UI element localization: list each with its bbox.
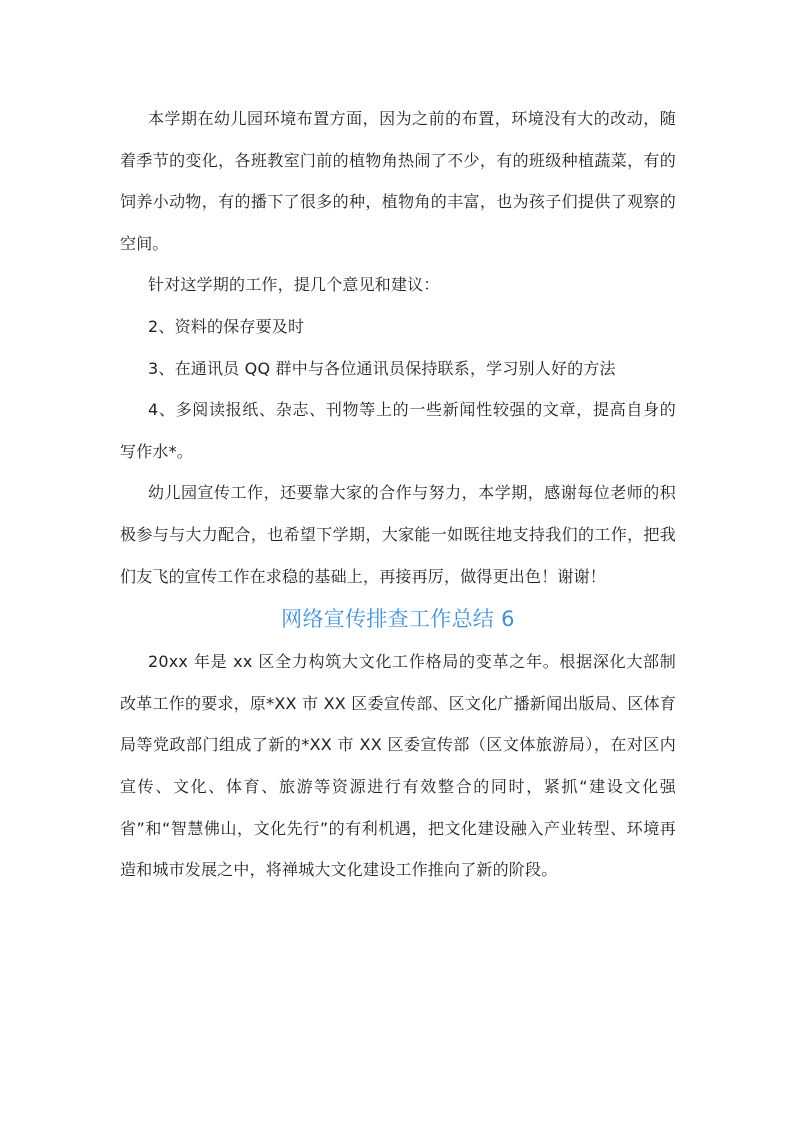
document-body xyxy=(120,98,676,891)
paragraph-reform-summary: 20xx 年是 xx 区全力构筑大文化工作格局的变革之年。根据深化大部制改革工作的要求，原*XX 市 XX 区委宣传部、区文化广播新闻出版局、区体育局等党政部门组成了新的*XX 市 XX 区委宣传部（区文体旅游局），在对区内宣传、文化、体育、旅游等资源进行有效整合的同时，紧抓“建设文化强省”和“智慧佛山，文化先行”的有利机遇，把文化建设融入产业转型、环境再造和城市发展之中，将禅城大文化建设工作推向了新的阶段。 xyxy=(120,652,676,880)
section-title: 网络宣传排查工作总结 6 xyxy=(281,607,515,632)
paragraph-environment: 本学期在幼儿园环境布置方面，因为之前的布置，环境没有大的改动，随着季节的变化，各班教室门前的植物角热闹了不少，有的班级种植蔬菜，有的饲养小动物，有的播下了很多的种，植物角的丰富，也为孩子们提供了观察的空间。 xyxy=(120,109,676,253)
paragraph-suggestions-intro: 针对这学期的工作，提几个意见和建议： xyxy=(148,275,440,295)
list-item-suggestion-2: 2、资料的保存要及时 xyxy=(148,316,305,336)
list-item-suggestion-3: 3、在通讯员 QQ 群中与各位通讯员保持联系，学习别人好的方法 xyxy=(148,358,616,378)
paragraph-closing-thanks: 幼儿园宣传工作，还要靠大家的合作与努力，本学期，感谢每位老师的积极参与与大力配合，也希望下学期，大家能一如既往地支持我们的工作，把我们友飞的宣传工作在求稳的基础上，再接再厉，做得更出色！谢谢！ xyxy=(120,483,676,586)
list-item-suggestion-4: 4、多阅读报纸、杂志、刊物等上的一些新闻性较强的文章，提高自身的写作水*。 xyxy=(120,400,676,461)
